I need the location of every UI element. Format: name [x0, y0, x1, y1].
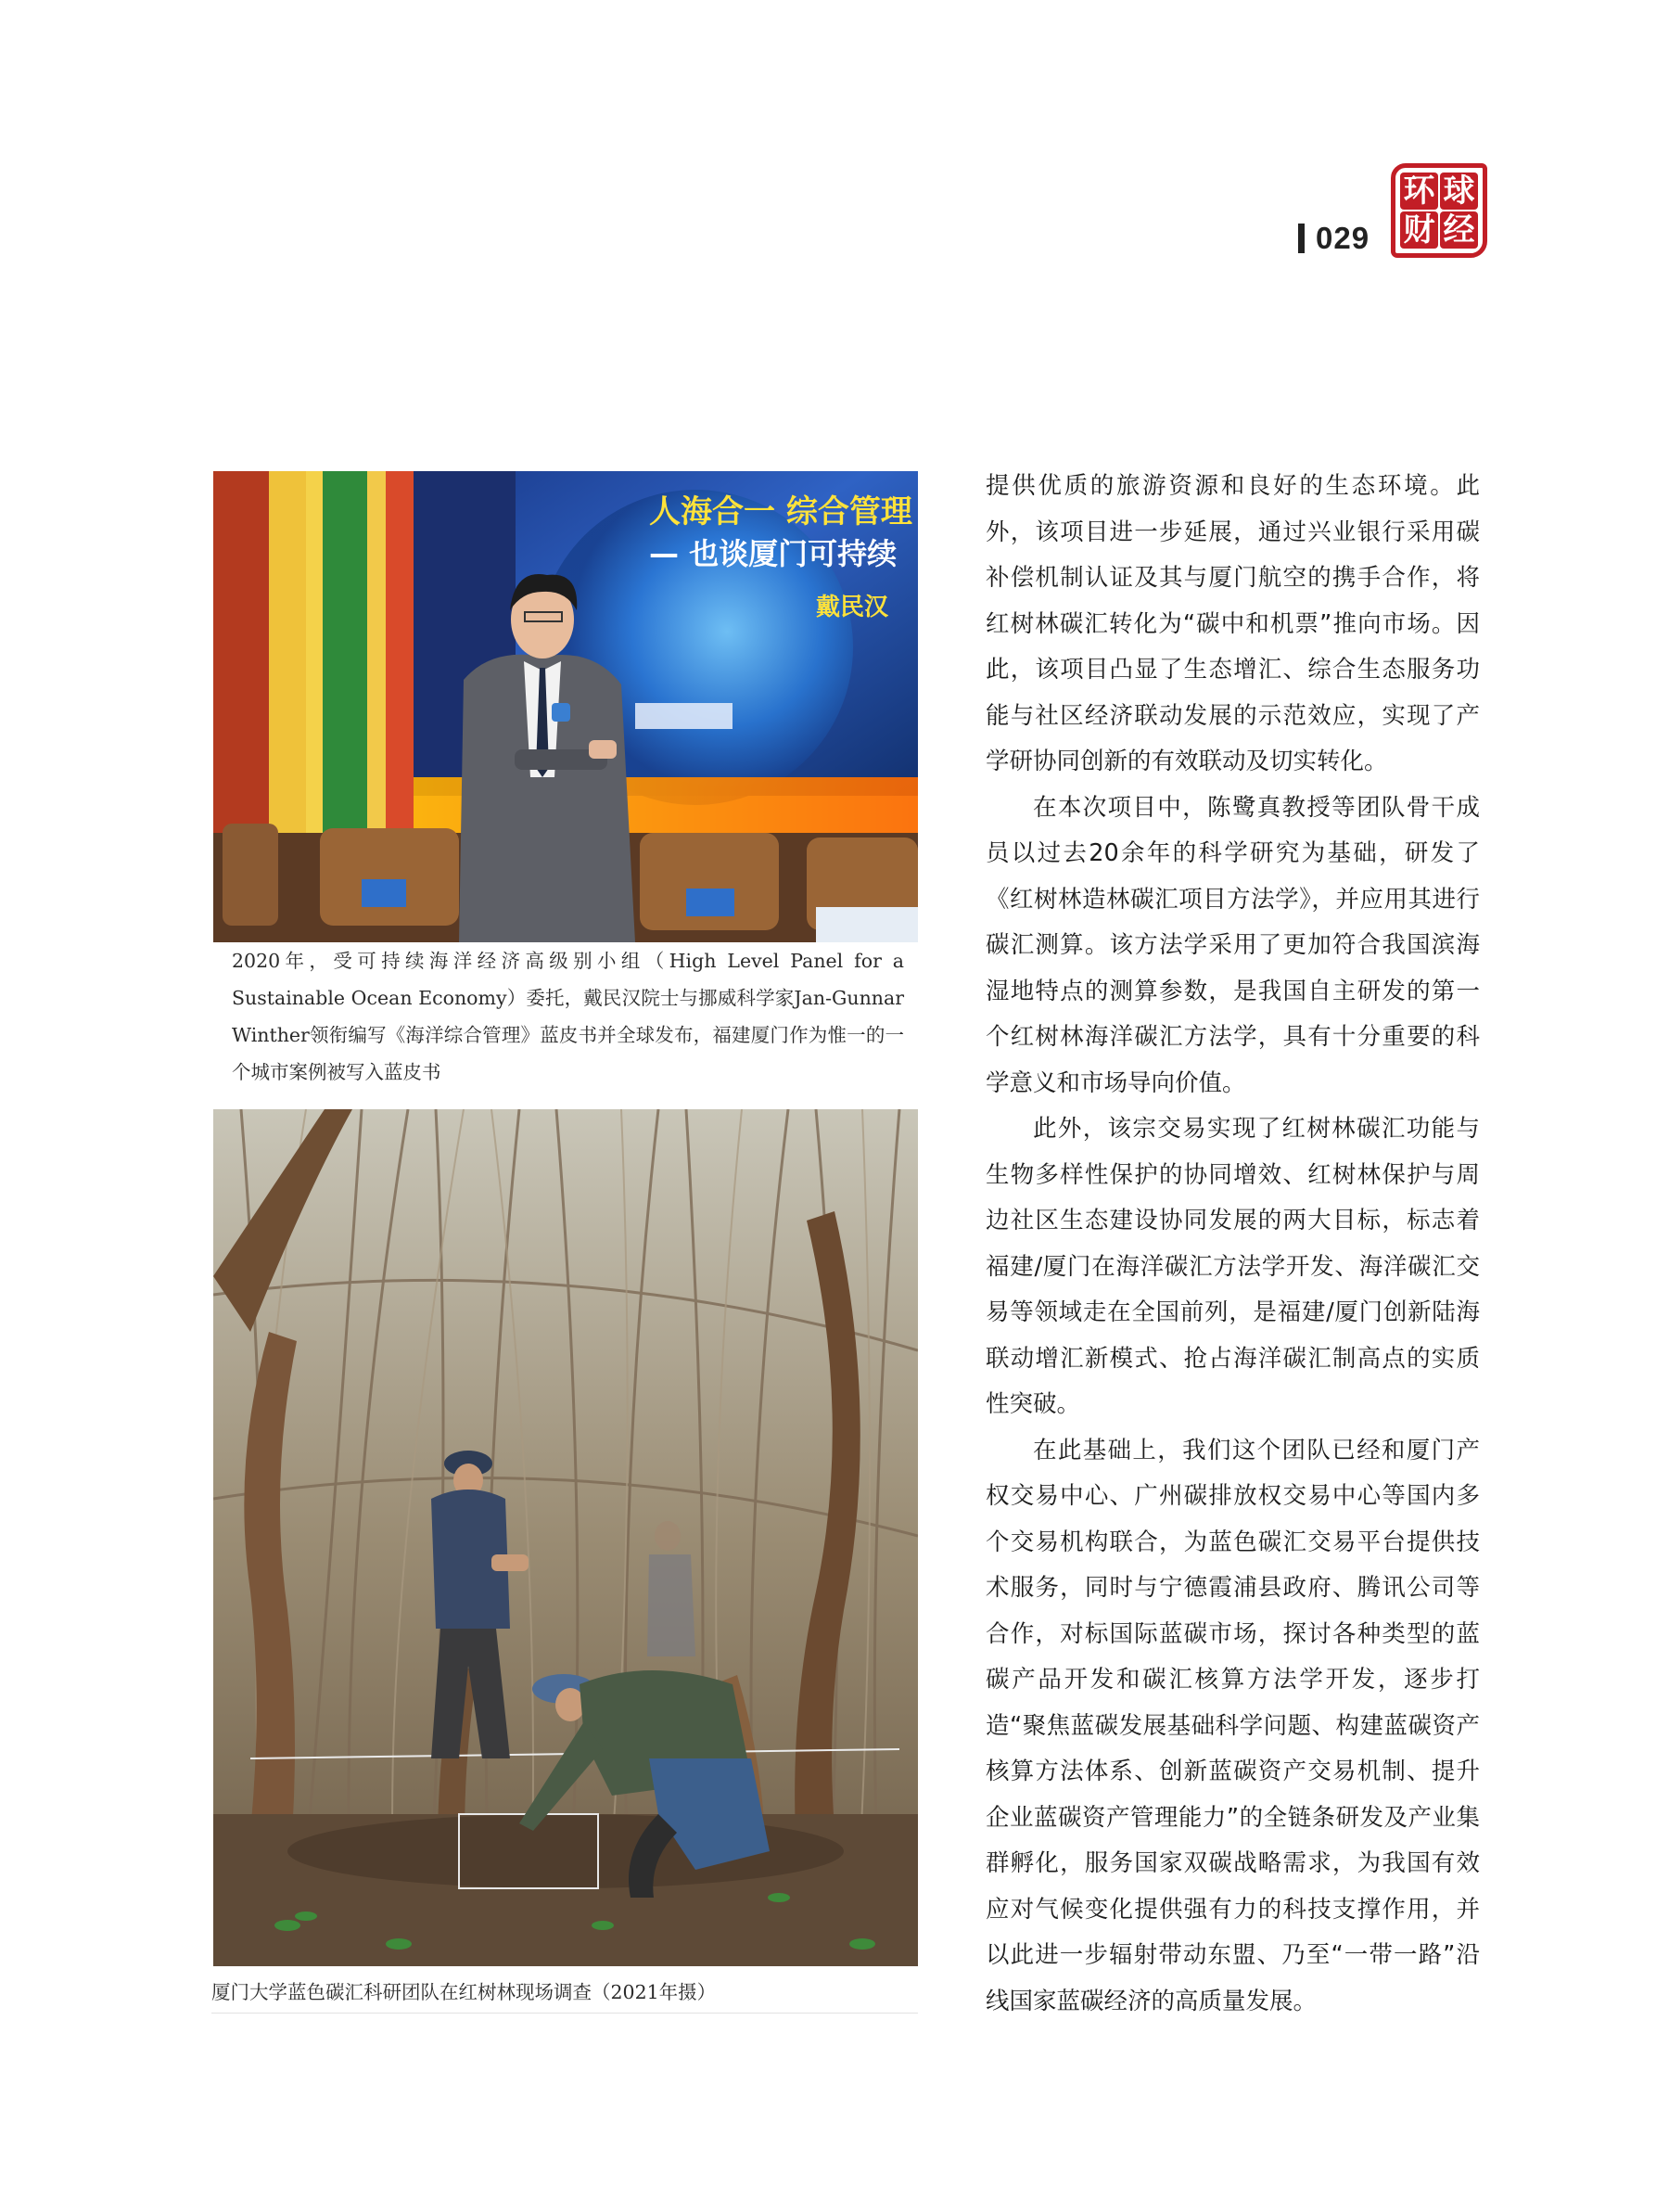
page-number-text: 029	[1316, 221, 1370, 255]
logo-char-4: 经	[1440, 211, 1478, 249]
screen-title-line2: — 也谈厦门可持续	[649, 536, 898, 571]
page-number-bar	[1298, 224, 1305, 253]
logo-char-1: 环	[1400, 173, 1438, 210]
lecture-photo	[213, 471, 918, 942]
body-paragraph-4: 在此基础上，我们这个团队已经和厦门产权交易中心、广州碳排放权交易中心等国内多个交易机构联合，为蓝色碳汇交易平台提供技术服务，同时与宁德霞浦县政府、腾讯公司等合作，对标国际蓝碳市场，探讨各种类型的蓝碳产品开发和碳汇核算方法学开发，逐步打造“聚焦蓝碳发展基础科学问题、构建蓝碳资产核算方法体系、创新蓝碳资产交易机制、提升企业蓝碳资产管理能力”的全链条研发及产业集群孵化，服务国家双碳战略需求，为我国有效应对气候变化提供强有力的科技支撑作用，并以此进一步辐射带动东盟、乃至“一带一路”沿线国家蓝碳经济的高质量发展。	[986, 1436, 1480, 2015]
body-paragraph-1: 提供优质的旅游资源和良好的生态环境。此外，该项目进一步延展，通过兴业银行采用碳补偿机制认证及其与厦门航空的携手合作，将红树林碳汇转化为“碳中和机票”推向市场。因此，该项目凸显了生态增汇、综合生态服务功能与社区经济联动发展的示范效应，实现了产学研协同创新的有效联动及切实转化。	[986, 472, 1480, 775]
body-paragraph-2: 在本次项目中，陈鹭真教授等团队骨干成员以过去20余年的科学研究为基础，研发了《红树林造林碳汇项目方法学》，并应用其进行碳汇测算。该方法学采用了更加符合我国滨海湿地特点的测算参数，是我国自主研发的第一个红树林海洋碳汇方法学，具有十分重要的科学意义和市场导向价值。	[986, 793, 1480, 1097]
body-paragraph-3: 此外，该宗交易实现了红树林碳汇功能与生物多样性保护的协同增效、红树林保护与周边社区生态建设协同发展的两大目标，标志着福建/厦门在海洋碳汇方法学开发、海洋碳汇交易等领域走在全国前列，是福建/厦门创新陆海联动增汇新模式、抢占海洋碳汇制高点的实质性突破。	[986, 1115, 1480, 1418]
page-number	[1298, 223, 1370, 254]
logo-char-3: 财	[1400, 211, 1438, 249]
caption-divider	[211, 2013, 918, 2014]
mangrove-survey-photo	[213, 1109, 918, 1966]
lecture-photo-caption: 2020年，受可持续海洋经济高级别小组（High Level Panel for a Sustainable Ocean Economy）委托，戴民汉院士与挪威科学家Jan-Gunnar Winther领衔编写《海洋综合管理》蓝皮书并全球发布，福建厦门作为惟一的一个城市案例被写入蓝皮书	[232, 950, 904, 1083]
screen-title-line1: 人海合一 综合管理	[649, 493, 912, 531]
logo-char-2: 球	[1440, 173, 1478, 210]
mangrove-photo-caption: 厦门大学蓝色碳汇科研团队在红树林现场调查（2021年摄）	[211, 1981, 717, 2003]
magazine-logo-seal	[1391, 163, 1487, 258]
article-body	[986, 464, 1480, 2025]
screen-speaker: 戴民汉	[816, 594, 889, 621]
